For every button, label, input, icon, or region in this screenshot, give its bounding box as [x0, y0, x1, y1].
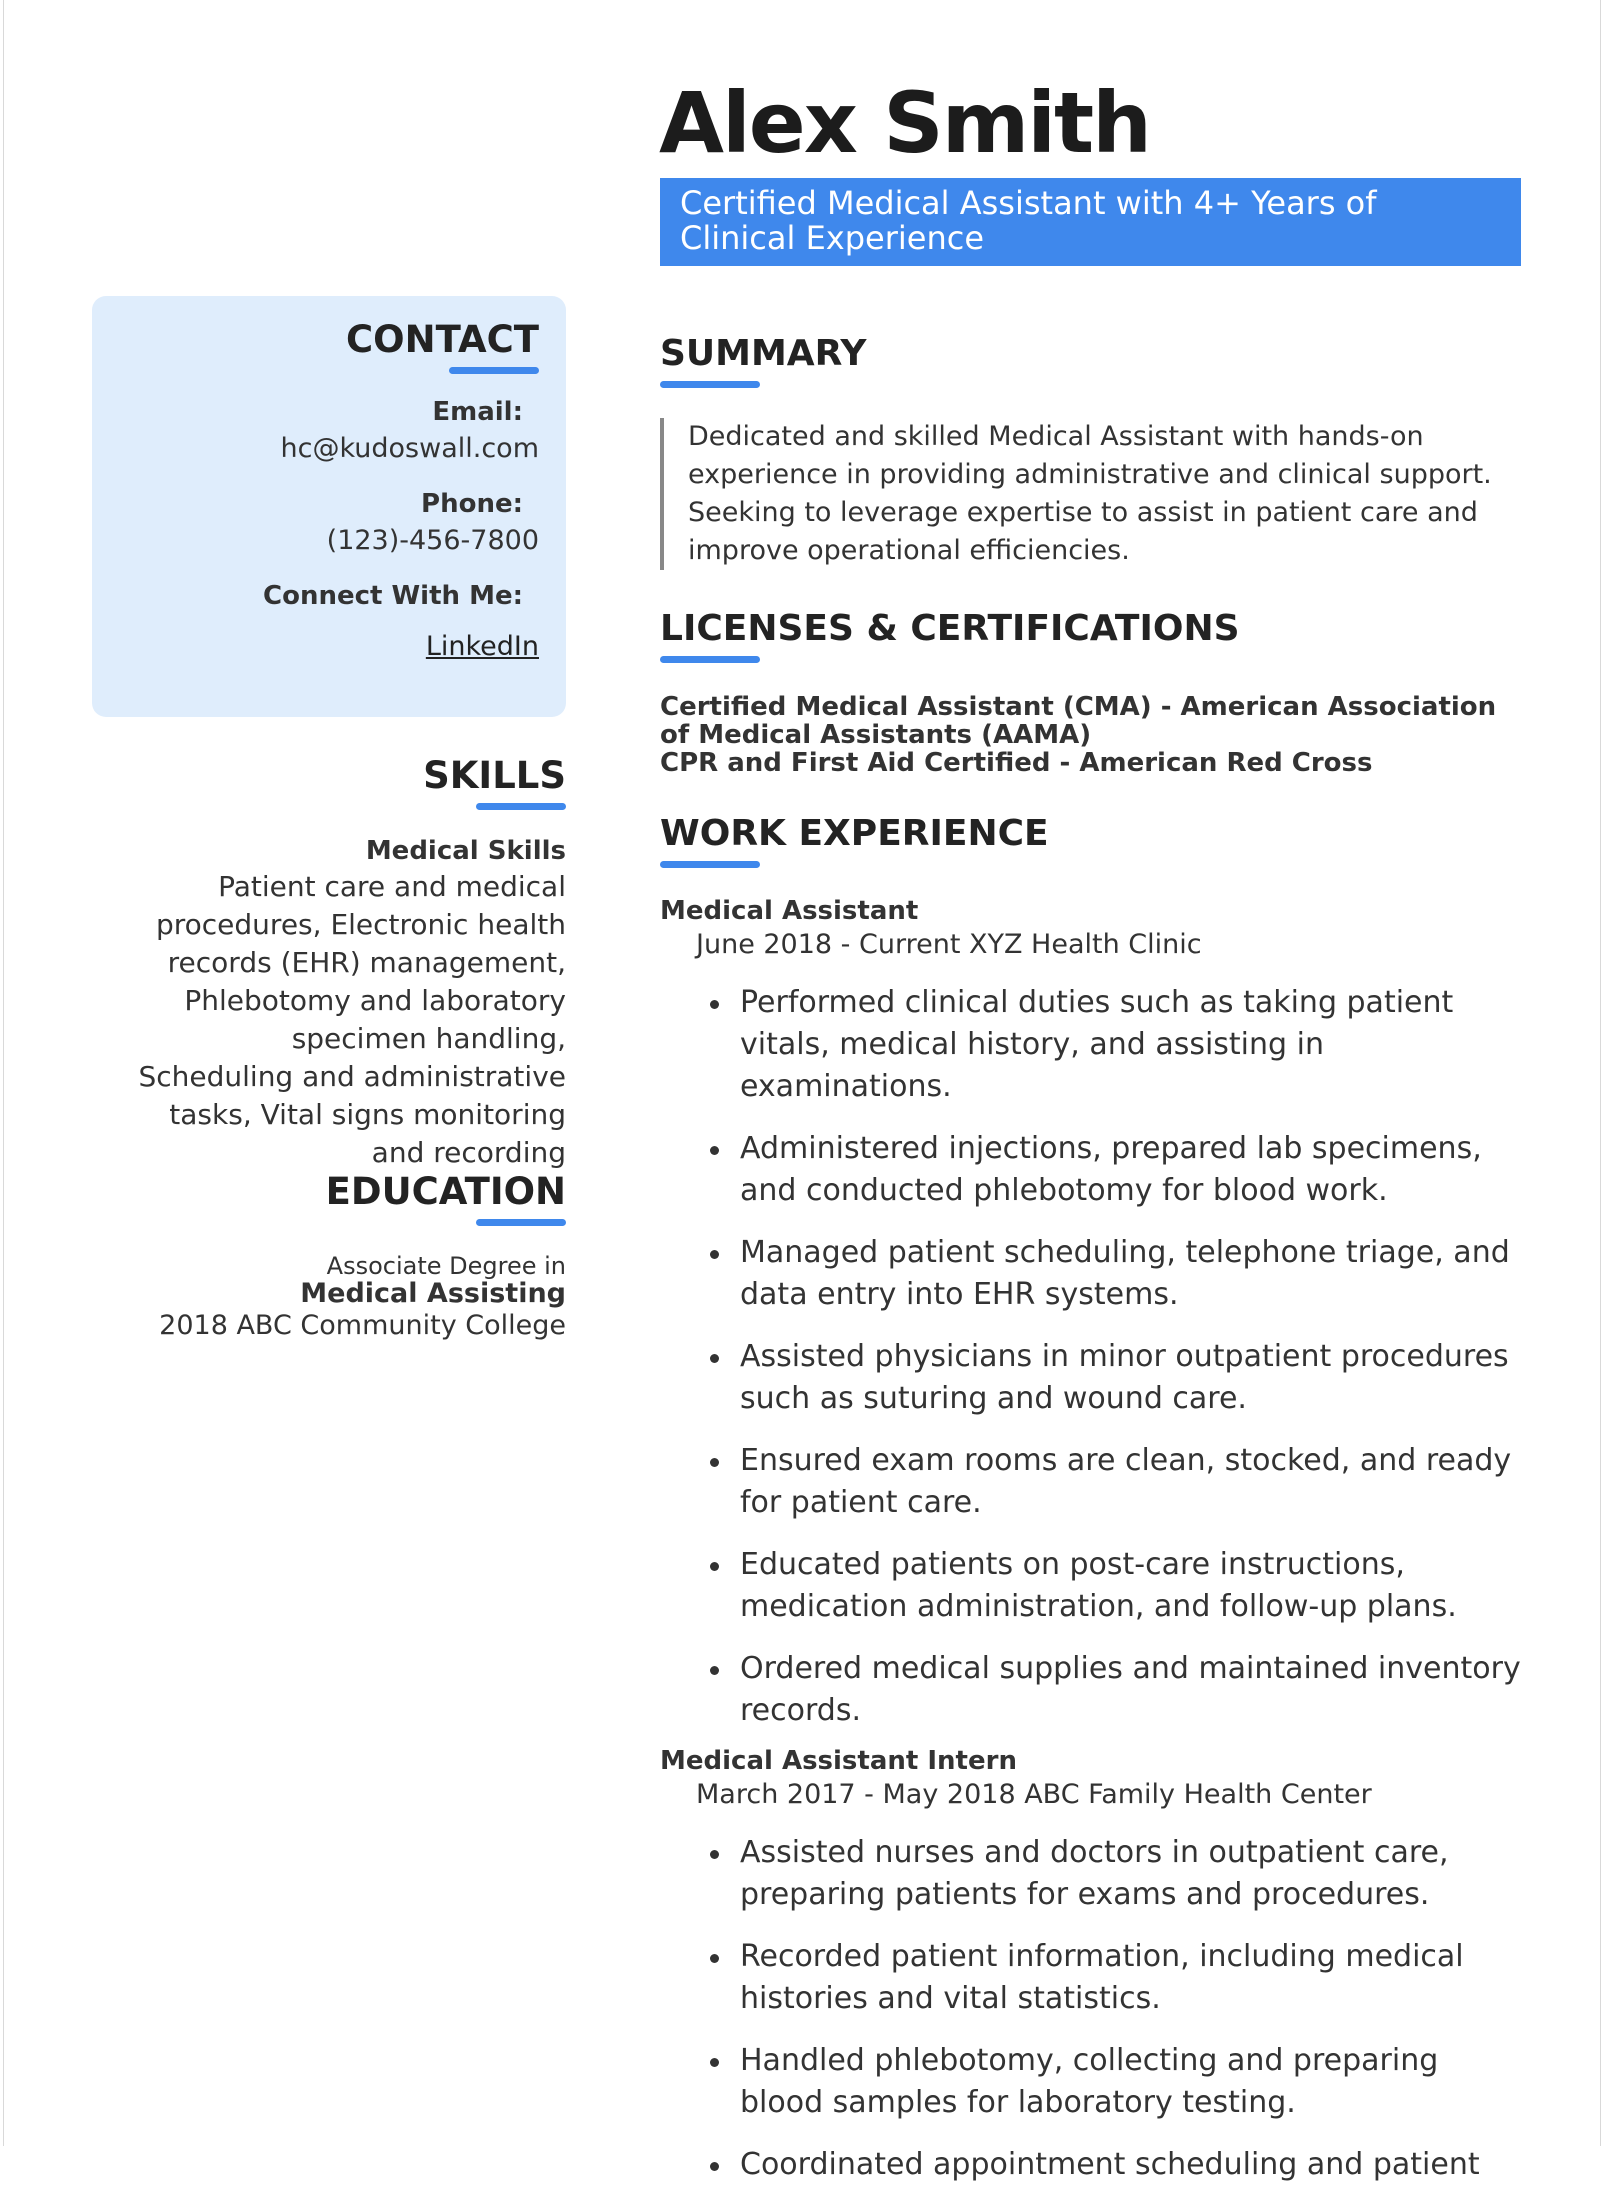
job-entry: [660, 894, 1521, 1732]
skill-category: Medical Skills: [365, 836, 566, 866]
contact-heading: [346, 316, 539, 364]
education-underline: [476, 1219, 566, 1226]
skill-list: Patient care and medical procedures, Electronic health records (EHR) management, Phlebotomy and laboratory specimen handling, Scheduling and administrative tasks, Vital signs monitoring and recording: [138, 870, 566, 1169]
job-bullets: [660, 1832, 1521, 2186]
degree-year-school: 2018 ABC Community College: [159, 1310, 566, 1341]
education-section: [92, 1168, 566, 1344]
job-bullet: Educated patients on post-care instructions, medication administration, and follow-up plans.: [740, 1544, 1521, 1628]
cert-item: CPR and First Aid Certified - American Red Cross: [660, 748, 1373, 778]
job-bullet: Managed patient scheduling, telephone triage, and data entry into EHR systems.: [740, 1232, 1521, 1316]
experience-section: [660, 810, 1521, 2186]
degree-prefix: Associate Degree in: [326, 1252, 566, 1280]
contact-underline: [449, 367, 539, 374]
job-title: Medical Assistant: [660, 896, 919, 926]
certifications-title: LICENSES & CERTIFICATIONS: [660, 608, 1240, 649]
summary-text: Dedicated and skilled Medical Assistant with hands-on experience in providing administrative and clinical support. Seeking to leverage expertise to assist in patient care and improve operational efficiencies.: [660, 418, 1521, 570]
summary-section: [660, 330, 1521, 570]
certifications-heading: [660, 605, 1240, 653]
experience-heading: [660, 810, 1049, 858]
education-heading: [326, 1168, 566, 1216]
job-bullet: Coordinated appointment scheduling and patient: [740, 2144, 1521, 2186]
job-bullet: Handled phlebotomy, collecting and preparing blood samples for laboratory testing.: [740, 2040, 1521, 2124]
education-title: EDUCATION: [325, 1170, 566, 1213]
job-meta: March 2017 - May 2018 ABC Family Health Center: [696, 1779, 1372, 1810]
degree-line: [92, 1252, 566, 1308]
job-bullet: Ensured exam rooms are clean, stocked, and ready for patient care.: [740, 1440, 1521, 1524]
job-meta: June 2018 - Current XYZ Health Clinic: [696, 929, 1202, 960]
experience-underline: [660, 861, 760, 868]
summary-title: SUMMARY: [660, 333, 867, 374]
skills-heading: [423, 752, 566, 800]
job-title: Medical Assistant Intern: [660, 1746, 1017, 1776]
contact-title: CONTACT: [346, 318, 539, 361]
connect-label: Connect With Me:: [263, 581, 523, 611]
phone-value: (123)-456-7800: [326, 525, 539, 556]
experience-title: WORK EXPERIENCE: [660, 813, 1049, 854]
summary-heading: [660, 330, 867, 378]
summary-underline: [660, 381, 760, 388]
cert-item: Certified Medical Assistant (CMA) - American Association of Medical Assistants (AAMA): [660, 692, 1497, 750]
job-bullet: Administered injections, prepared lab specimens, and conducted phlebotomy for blood work.: [740, 1128, 1521, 1212]
degree-field: Medical Assisting: [300, 1278, 566, 1309]
resume-page: [3, 0, 1601, 2182]
phone-label: Phone:: [421, 489, 523, 519]
email-label: Email:: [432, 397, 523, 427]
linkedin-link[interactable]: LinkedIn: [425, 631, 539, 662]
skills-section: [92, 752, 566, 1172]
skills-title: SKILLS: [423, 754, 566, 797]
job-entry: [660, 1744, 1521, 2186]
certifications-section: [660, 605, 1521, 777]
certifications-underline: [660, 656, 760, 663]
skills-underline: [476, 803, 566, 810]
contact-box: [92, 296, 566, 717]
job-bullets: [660, 982, 1521, 1732]
job-bullet: Assisted physicians in minor outpatient procedures such as suturing and wound care.: [740, 1336, 1521, 1420]
candidate-name: Alex Smith: [659, 74, 1150, 172]
job-bullet: Performed clinical duties such as taking patient vitals, medical history, and assisting in examinations.: [740, 982, 1521, 1108]
email-value[interactable]: hc@kudoswall.com: [280, 433, 539, 464]
job-bullet: Recorded patient information, including medical histories and vital statistics.: [740, 1936, 1521, 2020]
tagline-banner: Certified Medical Assistant with 4+ Years of Clinical Experience: [660, 178, 1521, 266]
job-bullet: Assisted nurses and doctors in outpatient care, preparing patients for exams and procedures.: [740, 1832, 1521, 1916]
job-bullet: Ordered medical supplies and maintained inventory records.: [740, 1648, 1521, 1732]
